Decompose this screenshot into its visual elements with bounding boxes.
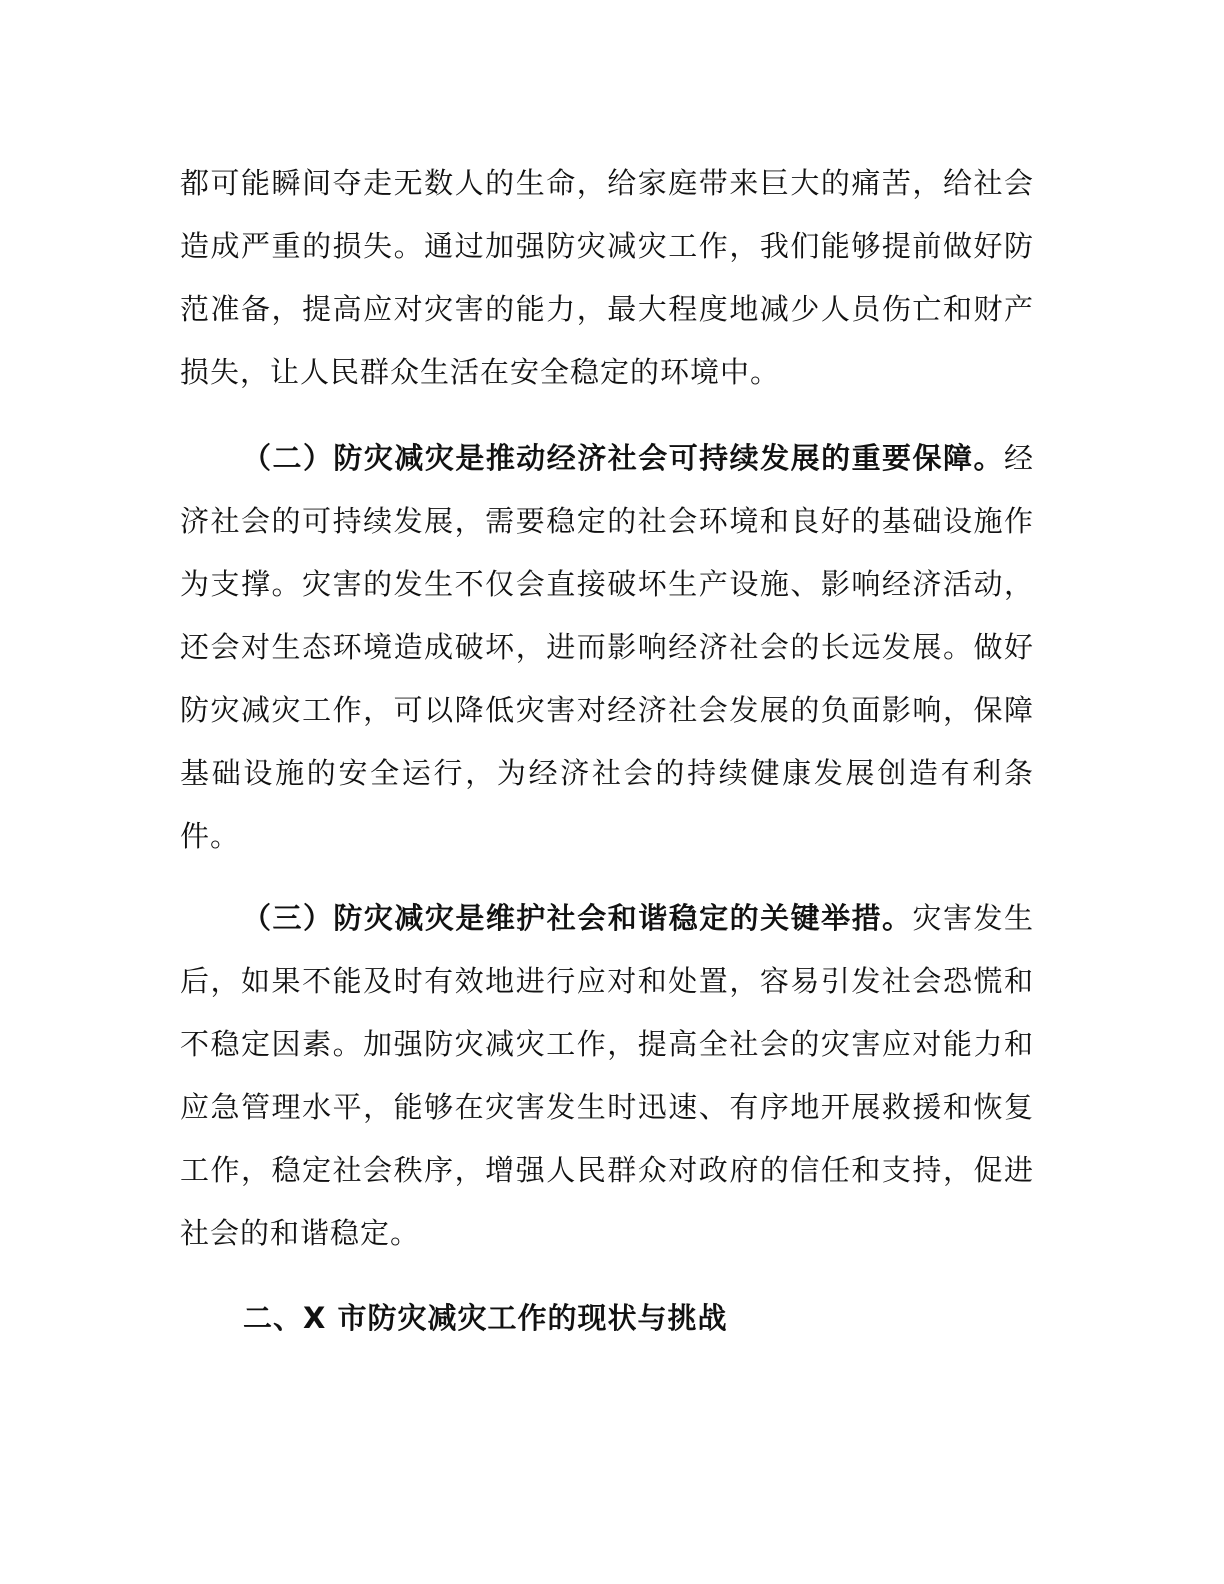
paragraph-social-stability: [180, 887, 1034, 1265]
paragraph-continuation: [180, 152, 1034, 404]
paragraph-lead-heading: （二）防灾减灾是推动经济社会可持续发展的重要保障。: [242, 441, 1004, 475]
paragraph-text: 灾害发生后，如果不能及时有效地进行应对和处置，容易引发社会恐慌和不稳定因素。加强防灾减灾工作，提高全社会的灾害应对能力和应急管理水平，能够在灾害发生时迅速、有序地开展救援和恢复工作，稳定社会秩序，增强人民群众对政府的信任和支持，促进社会的和谐稳定。: [180, 901, 1034, 1250]
paragraph-lead-heading: （三）防灾减灾是维护社会和谐稳定的关键举措。: [242, 901, 913, 935]
paragraph-text: 都可能瞬间夺走无数人的生命，给家庭带来巨大的痛苦，给社会造成严重的损失。通过加强防灾减灾工作，我们能够提前做好防范准备，提高应对灾害的能力，最大程度地减少人员伤亡和财产损失，让人民群众生活在安全稳定的环境中。: [180, 166, 1034, 389]
paragraph-text: 经济社会的可持续发展，需要稳定的社会环境和良好的基础设施作为支撑。灾害的发生不仅会直接破坏生产设施、影响经济活动，还会对生态环境造成破坏，进而影响经济社会的长远发展。做好防灾减灾工作，可以降低灾害对经济社会发展的负面影响，保障基础设施的安全运行，为经济社会的持续健康发展创造有利条件。: [180, 441, 1034, 853]
section-heading: 二、X 市防灾减灾工作的现状与挑战: [243, 1301, 728, 1335]
paragraph-economic-development: [180, 427, 1034, 868]
